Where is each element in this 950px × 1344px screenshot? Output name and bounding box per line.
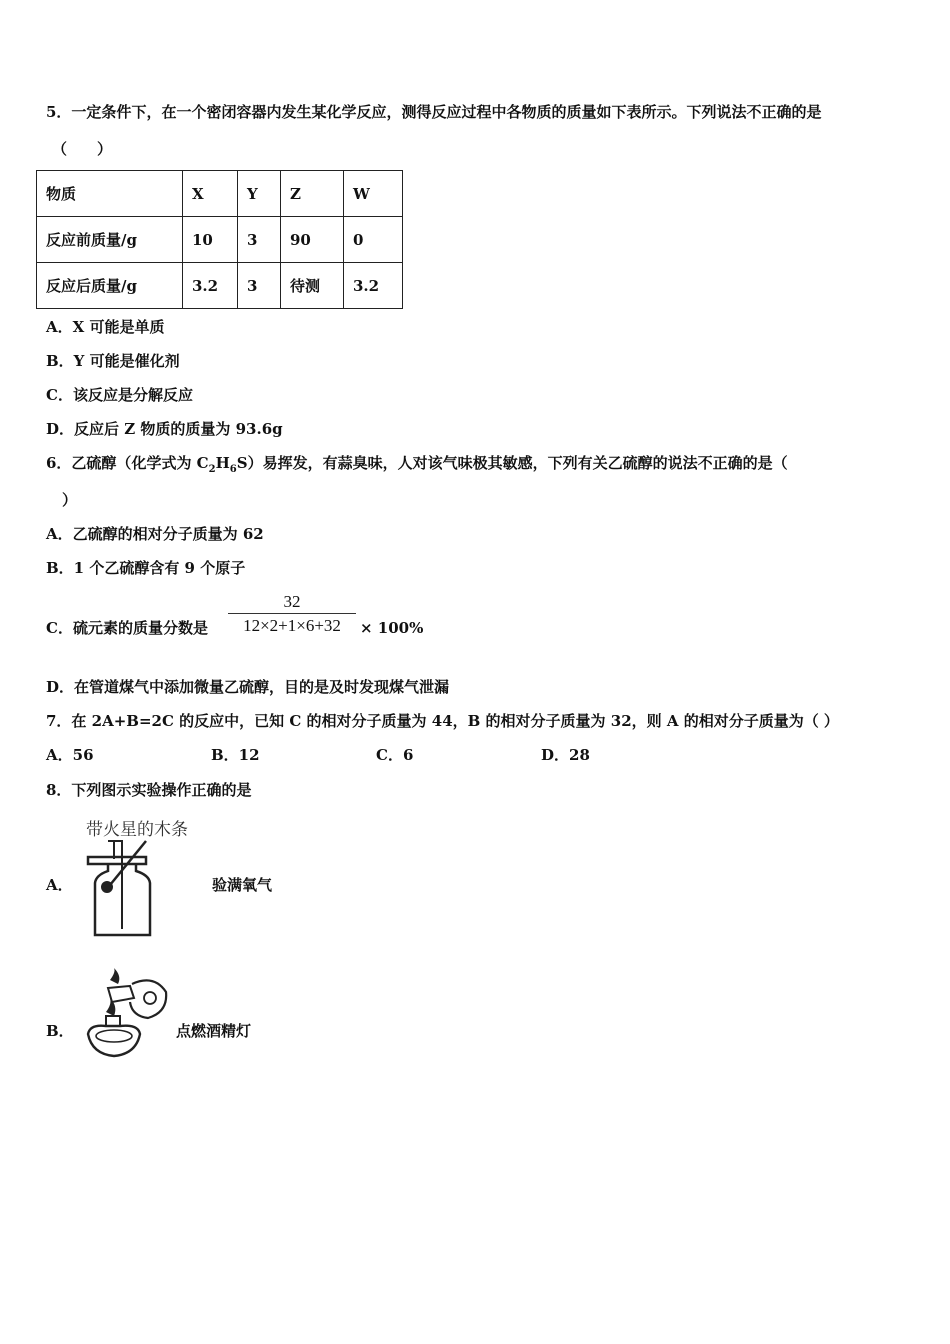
table-cell: Y bbox=[238, 171, 281, 217]
q6-stem-prefix: 6．乙硫醇（化学式为 C bbox=[46, 454, 209, 472]
fraction-numerator: 32 bbox=[283, 592, 301, 611]
q8-option-b-letter: B． bbox=[46, 1022, 74, 1040]
table-cell: 反应前质量/g bbox=[37, 217, 183, 263]
table-row bbox=[37, 217, 403, 263]
table-cell: W bbox=[344, 171, 403, 217]
q6-stem-suffix: S）易挥发，有蒜臭味，人对该气味极其敏感，下列有关乙硫醇的说法不正确的是（ bbox=[236, 454, 788, 472]
q6-option-c-suffix: × 100% bbox=[360, 619, 424, 637]
q5-option-b: B．Y 可能是催化剂 bbox=[46, 352, 180, 370]
q6-option-b: B．1 个乙硫醇含有 9 个原子 bbox=[46, 559, 246, 577]
q6-paren-close: ） bbox=[62, 491, 78, 509]
table-cell: 物质 bbox=[37, 171, 183, 217]
fraction-denominator: 12×2+1×6+32 bbox=[243, 616, 341, 635]
q7-option-b: B．12 bbox=[211, 746, 260, 764]
q8-stem: 8．下列图示实验操作正确的是 bbox=[46, 781, 252, 799]
formula-h: H bbox=[215, 454, 230, 472]
q5-stem: 5．一定条件下，在一个密闭容器内发生某化学反应，测得反应过程中各物质的质量如下表所示。下列说法不正确的是 bbox=[46, 103, 822, 121]
table-cell: 0 bbox=[344, 217, 403, 263]
q6-stem bbox=[46, 453, 788, 480]
q6-option-c: C．硫元素的质量分数是 bbox=[46, 619, 208, 637]
q8-option-a-letter: A． bbox=[46, 876, 73, 894]
alcohol-lamp-figure bbox=[80, 968, 172, 1064]
table-cell: 反应后质量/g bbox=[37, 263, 183, 309]
subscript: 6 bbox=[229, 464, 237, 475]
table-cell: 3 bbox=[238, 217, 281, 263]
q5-option-a: A．X 可能是单质 bbox=[46, 318, 165, 336]
table-cell: 3.2 bbox=[344, 263, 403, 309]
table-cell: 待测 bbox=[281, 263, 344, 309]
table-cell: 10 bbox=[183, 217, 238, 263]
q5-option-c: C．该反应是分解反应 bbox=[46, 386, 193, 404]
table-header-row bbox=[37, 171, 403, 217]
q8-option-b-label: 点燃酒精灯 bbox=[176, 1022, 252, 1040]
q7-option-c: C．6 bbox=[376, 746, 414, 764]
q5-option-d: D．反应后 Z 物质的质量为 93.6g bbox=[46, 420, 283, 438]
q7-stem: 7．在 2A+B=2C 的反应中，已知 C 的相对分子质量为 44，B 的相对分子质量为 32，则 A 的相对分子质量为（ ） bbox=[46, 712, 839, 730]
table-cell: X bbox=[183, 171, 238, 217]
q8-option-a-label: 验满氧气 bbox=[212, 876, 273, 894]
q6-option-a: A．乙硫醇的相对分子质量为 62 bbox=[46, 525, 264, 543]
table-cell: 3.2 bbox=[183, 263, 238, 309]
q7-option-d: D．28 bbox=[541, 746, 590, 764]
wooden-splint-caption: 带火星的木条 bbox=[86, 820, 188, 840]
q7-option-a: A．56 bbox=[46, 746, 94, 764]
mass-fraction-formula bbox=[228, 592, 356, 636]
q5-table bbox=[36, 170, 403, 309]
table-cell: Z bbox=[281, 171, 344, 217]
table-cell: 90 bbox=[281, 217, 344, 263]
q6-option-d: D．在管道煤气中添加微量乙硫醇，目的是及时发现煤气泄漏 bbox=[46, 678, 450, 696]
oxygen-test-figure bbox=[74, 835, 164, 943]
table-row bbox=[37, 263, 403, 309]
q5-paren: （ ） bbox=[52, 140, 113, 158]
subscript: 2 bbox=[208, 464, 216, 475]
table-cell: 3 bbox=[238, 263, 281, 309]
fraction-bar bbox=[228, 613, 356, 614]
